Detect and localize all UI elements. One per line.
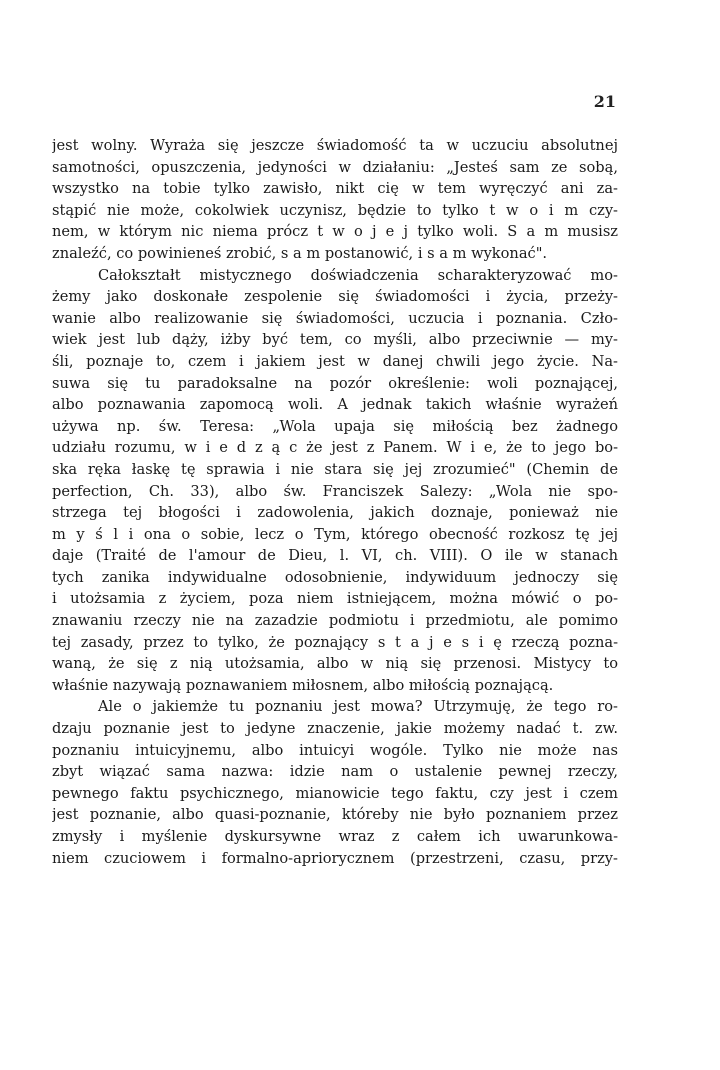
text-line: strzega tej błogości i zadowolenia, jakich doznaje, ponieważ nie — [52, 504, 618, 522]
text-line: niem czuciowem i formalno-apriorycznem (przestrzeni, czasu, przy- — [52, 849, 618, 867]
text-line: Całokształt mistycznego doświadczenia scharakteryzować mo- — [98, 266, 618, 284]
text-line: wiek jest lub dąży, iżby być tem, co myśli, albo przeciwnie — my- — [52, 331, 618, 349]
text-line: waną, że się z nią utożsamia, albo w nią się przenosi. Mistycy to — [52, 655, 618, 673]
text-line: wszystko na tobie tylko zawisło, nikt cię w tem wyręczyć ani za- — [52, 180, 618, 198]
text-line: właśnie nazywają poznawaniem miłosnem, albo miłością poznającą. — [52, 676, 554, 694]
text-line: zbyt wiązać sama nazwa: idzie nam o ustalenie pewnej rzeczy, — [52, 763, 618, 781]
text-line: pewnego faktu psychicznego, mianowicie tego faktu, czy jest i czem — [52, 784, 618, 802]
text-line: udziału rozumu, w i e d z ą c że jest z Panem. W i e, że to jego bo- — [52, 439, 618, 457]
text-line: śli, poznaje to, czem i jakiem jest w danej chwili jego życie. Na- — [52, 352, 618, 370]
text-line: tych zanika indywidualne odosobnienie, indywiduum jednoczy się — [52, 568, 618, 586]
text-line: samotności, opuszczenia, jedyności w działaniu: „Jesteś sam ze sobą, — [52, 158, 618, 176]
text-line: znaleźć, co powinieneś zrobić, s a m postanowić, i s a m wykonać". — [52, 244, 548, 262]
text-line: poznaniu intuicyjnemu, albo intuicyi wogóle. Tylko nie może nas — [52, 741, 618, 759]
body-text — [52, 135, 618, 869]
text-line: stąpić nie może, cokolwiek uczynisz, będzie to tylko t w o i m czy- — [52, 201, 618, 219]
text-line: Ale o jakiemże tu poznaniu jest mowa? Utrzymuję, że tego ro- — [98, 698, 618, 716]
text-line: używa np. św. Teresa: „Wola upaja się miłością bez żadnego — [52, 417, 618, 435]
text-line: jest poznanie, albo quasi-poznanie, któreby nie było poznaniem przez — [52, 806, 618, 824]
page-number: 21 — [593, 92, 616, 111]
text-line: tej zasady, przez to tylko, że poznający s t a j e s i ę rzeczą pozna- — [52, 633, 618, 651]
text-line: ska ręka łaskę tę sprawia i nie stara się jej zrozumieć" (Chemin de — [52, 460, 618, 478]
text-line: daje (Traité de l'amour de Dieu, l. VI, ch. VIII). O ile w stanach — [52, 547, 618, 565]
text-line: wanie albo realizowanie się świadomości, uczucia i poznania. Czło- — [52, 309, 618, 327]
text-line: jest wolny. Wyraża się jeszcze świadomość ta w uczuciu absolutnej — [52, 137, 618, 154]
text-line: albo poznawania zapomocą woli. A jednak takich właśnie wyrażeń — [52, 396, 618, 414]
text-line: dzaju poznanie jest to jedyne znaczenie, jakie możemy nadać t. zw. — [52, 720, 618, 738]
text-line: żemy jako doskonałe zespolenie się świadomości i życia, przeży- — [52, 288, 618, 306]
text-line: i utożsamia z życiem, poza niem istniejącem, można mówić o po- — [52, 590, 618, 608]
text-line: m y ś l i ona o sobie, lecz o Tym, którego obecność rozkosz tę jej — [52, 525, 618, 543]
text-line: znawaniu rzeczy nie na zazadzie podmiotu i przedmiotu, ale pomimo — [52, 612, 618, 630]
text-line: suwa się tu paradoksalne na pozór określenie: woli poznającej, — [52, 374, 618, 392]
text-line: nem, w którym nic niema prócz t w o j e j tylko woli. S a m musisz — [52, 223, 618, 241]
text-line: zmysły i myślenie dyskursywne wraz z całem ich uwarunkowa- — [52, 828, 618, 845]
text-line: perfection, Ch. 33), albo św. Franciszek Salezy: „Wola nie spo- — [52, 482, 618, 500]
